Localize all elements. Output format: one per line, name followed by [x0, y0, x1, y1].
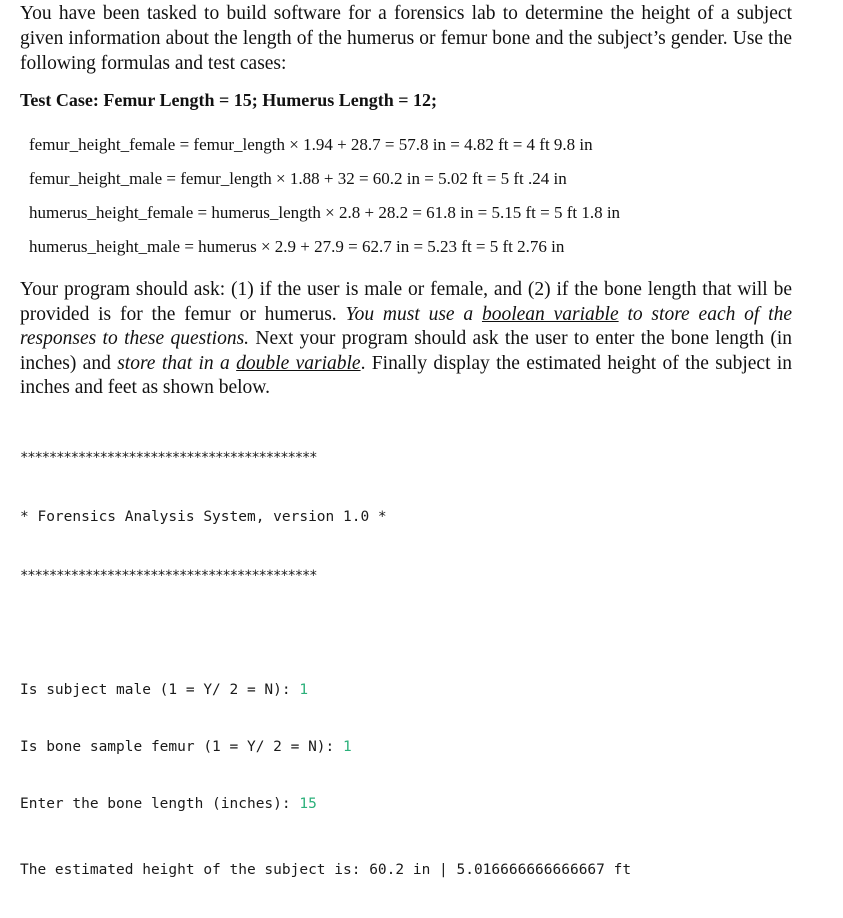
console-line-male	[20, 681, 631, 700]
test-case-heading: Test Case: Femur Length = 15; Humerus Length = 12;	[20, 90, 438, 110]
prompt-length: Enter the bone length (inches):	[20, 796, 300, 812]
console-output	[20, 411, 631, 918]
instructions-paragraph	[20, 278, 792, 401]
formula-femur-female: femur_height_female = femur_length × 1.94 + 28.7 = 57.8 in = 4.82 ft = 4 ft 9.8 in	[29, 135, 593, 154]
instructions-text-1: Your program should ask: (1) if the user is male or female, and (2) if the bone length that will be provided is for the femur or humerus.	[20, 279, 792, 325]
console-spacer	[20, 624, 631, 643]
console-result: The estimated height of the subject is: 60.2 in | 5.016666666666667 ft	[20, 862, 632, 878]
banner-title: * Forensics Analysis System, version 1.0 *	[20, 509, 387, 525]
console-line-femur	[20, 738, 631, 757]
formula-humerus-female: humerus_height_female = humerus_length × 2.8 + 28.2 = 61.8 in = 5.15 ft = 5 ft 1.8 in	[29, 203, 621, 222]
banner-stars-bottom: *****************************************	[20, 568, 317, 584]
boolean-variable-term: boolean variable	[481, 303, 619, 325]
formula-femur-male: femur_height_male = femur_length × 1.88 + 32 = 60.2 in = 5.02 ft = 5 ft .24 in	[29, 169, 567, 188]
formula-list	[29, 135, 620, 271]
double-variable-term: double variable	[236, 352, 361, 374]
console-line-length	[20, 795, 631, 814]
answer-length: 15	[299, 796, 317, 812]
banner-stars-top: *****************************************	[20, 450, 317, 466]
answer-male: 1	[299, 682, 309, 698]
prompt-male: Is subject male (1 = Y/ 2 = N):	[20, 682, 300, 698]
prompt-femur: Is bone sample femur (1 = Y/ 2 = N):	[20, 739, 344, 755]
instructions-italic-2: store that in a double variable	[117, 352, 361, 374]
formula-humerus-male: humerus_height_male = humerus × 2.9 + 27.9 = 62.7 in = 5.23 ft = 5 ft 2.76 in	[29, 237, 565, 256]
instructions-text-3: . Finally display the estimated height of the subject in inches and feet as shown below.	[20, 352, 793, 398]
intro-paragraph: You have been tasked to build software for a forensics lab to determine the height of a subject given information about the length of the humerus or femur bone and the subject’s gender. Use the following formulas and test cases:	[20, 3, 792, 74]
instructions-italic-1: You must use a boolean variable to store each of the responses to these questions.	[20, 303, 792, 349]
answer-femur: 1	[343, 739, 352, 755]
instructions-text-2: Next your program should ask the user to enter the bone length (in inches) and	[20, 328, 792, 374]
